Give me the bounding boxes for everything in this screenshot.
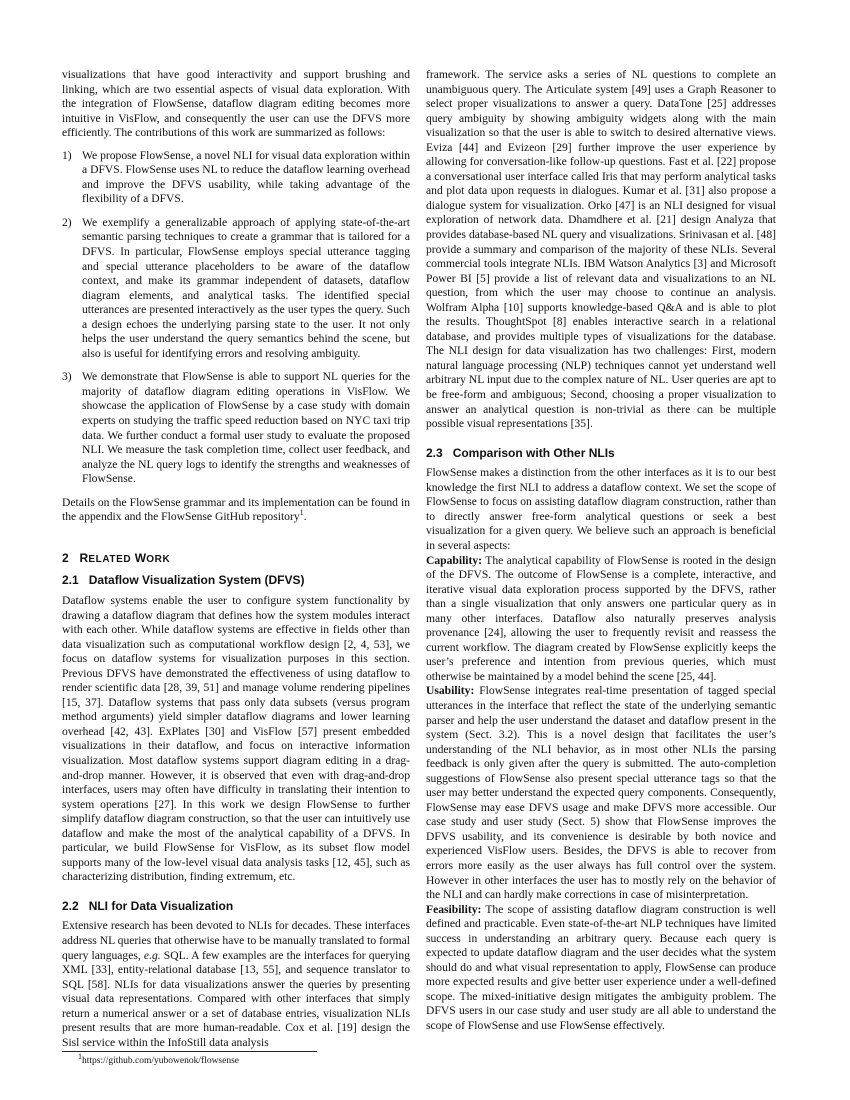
- contribution-text: We exemplify a generalizable approach of applying state-of-the-art semantic parsing techniques to create a grammar that is tailored for a DFVS. In particular, FlowSense employs special utterance tagging and special utterance placeholders to be aware of the dataflow context, and make its grammar independent of datasets, dataflow diagram elements, and analytical tasks. The identified special utterances are presented interactively as the user types the query. Such a design echoes the underlying parsing state to the user. It not only helps the user understand the query semantics behind the scene, but also is useful for identifying errors and resolving ambiguity.: [82, 215, 410, 360]
- right-column: [426, 68, 776, 1034]
- footnote: [78, 1051, 240, 1069]
- subsection-heading-dfvs: [62, 573, 410, 588]
- intro-paragraph: visualizations that have good interactivity and support brushing and linking, which are two essential aspects of visual data exploration. With the integration of FlowSense, dataflow diagram editing becomes more intuitive in VisFlow, and consequently the user can use the DFVS more efficiently. The contributions of this work are summarized as follows:: [62, 68, 410, 140]
- usability-text: FlowSense integrates real-time presentation of tagged special utterances in the interface that reflect the state of the underlying semantic parser and help the user understand the dataset and dataflow present in the system (Sect. 3.2). This is a novel design that facilitates the user’s understanding of the NLI behavior, as in most other NLIs the parsing feedback is only given after the query is submitted. The auto-completion suggestions of FlowSense also present special utterance tags so that the user may better understand the expected query components. Consequently, FlowSense may ease DFVS usage and make DFVS more accessible. Our case study and user study (Sect. 5) show that FlowSense improves the DFVS usability, and its convenience is desirable by both novice and experienced VisFlow users. Besides, the DFVS is able to recover from errors more easily as the user always has full control over the system. However in other interfaces the user has to mostly rely on the behavior of the NLI and can hardly make corrections in case of misinterpretation.: [426, 684, 776, 902]
- dfvs-paragraph: Dataflow systems enable the user to configure system functionality by drawing a dataflow diagram that defines how the system modules interact with each other. While dataflow systems are effective in fields other than data visualization such as computational workflow design [2, 4, 53], we focus on dataflow systems for visualization purposes in this section. Previous DFVS have demonstrated the effectiveness of using dataflow to render scientific data [28, 39, 51] and manage volume rendering pipelines [15, 37]. Dataflow systems that pass only data subsets (versus program method arguments) yield simpler dataflow diagrams and lower learning overhead [42, 43]. ExPlates [30] and VisFlow [57] present embedded visualizations in their dataflow, and focus on interactive information visualization. Most dataflow systems support diagram editing in a drag-and-drop manner. However, it is observed that even with drag-and-drop interfaces, users may often have difficulty in translating their intention to system operations [27]. In this work we design FlowSense to further simplify dataflow diagram construction, so that the user can intuitively use dataflow and make the most of the analytical capability of a DFVS. In particular, we build FlowSense for VisFlow, as its subset flow model supports many of the low-level visual data analysis tasks [12, 45], such as characterizing distribution, finding extremum, etc.: [62, 593, 410, 884]
- continued-paragraph: framework. The service asks a series of NL questions to complete an unambiguous query. The Articulate system [49] uses a Graph Reasoner to select proper visualizations to answer a query. DataTone [25] addresses query ambiguity by showing ambiguity widgets along with the main visualization so that the user is able to switch to desired alternative views. Eviza [44] and Evizeon [29] further improve the user experience by allowing for conversation-like follow-up questions. Fast et al. [22] propose a conversational user interface called Iris that may perform analytical tasks and plot data upon requests in dialogues. Kumar et al. [31] also propose a dialogue system for visualization. Orko [47] is an NLI designed for visual exploration of network data. Dhamdhere et al. [21] design Analyza that provides database-based NL query and visualizations. Srinivasan et al. [48] provide a summary and comparison of the majority of these NLIs. Several commercial tools integrate NLIs. IBM Watson Analytics [3] and Microsoft Power BI [5] provide a list of relevant data and visualizations to an NL question, from which the user may choose to continue an analysis. Wolfram Alpha [10] supports knowledge-based Q&A and is able to plot the results. ThoughtSpot [8] enables interactive search in a relational database, and provides multiple types of visualizations for the database. The NLI design for data visualization has two challenges: First, modern natural language processing (NLP) techniques cannot yet understand well arbitrary NL input due to the complex nature of NL. User queries are apt to be free-form and ambiguous; Second, choosing a proper visualization to answer an analytical question is non-trivial as there can be multiple possible visual representations [35].: [426, 68, 776, 431]
- details-text: Details on the FlowSense grammar and its implementation can be found in the appendix and the FlowSense GitHub repository: [62, 495, 410, 524]
- section-title-smallcaps-2: ORK: [146, 553, 171, 565]
- subsection-heading-comparison: [426, 446, 776, 461]
- feasibility-text: The scope of assisting dataflow diagram construction is well defined and practicable. Even state-of-the-art NLP techniques have limited success in understanding an arbitrary query. Because each query is expected to update dataflow diagram and the user decides what the system should do and what visual representation to apply, FlowSense can produce more expected results and give better user experience under a well-defined scope. The mixed-initiative design mitigates the ambiguity problem. The DFVS users in our case study and user study are all able to understand the scope of FlowSense and use FlowSense effectively.: [426, 902, 776, 1032]
- details-period: .: [303, 510, 307, 524]
- subsection-number: 2.1: [62, 573, 79, 588]
- usability-heading: Usability:: [426, 684, 475, 698]
- feasibility-heading: Feasibility:: [426, 902, 482, 916]
- subsection-number: 2.3: [426, 445, 443, 460]
- nli-text-a: Extensive research has been devoted to NLIs for decades. These interfaces address NL queries that otherwise have to be manually translated to formal query languages,: [62, 919, 410, 962]
- subsection-title: NLI for Data Visualization: [88, 898, 234, 913]
- section-number: 2: [62, 550, 69, 565]
- contribution-number: 2): [62, 215, 72, 229]
- nli-paragraph: [62, 919, 410, 1050]
- contribution-item: [62, 216, 410, 361]
- capability-heading: Capability:: [426, 553, 483, 567]
- contribution-number: 1): [62, 148, 72, 162]
- section-title-initial-2: W: [134, 550, 147, 565]
- nli-text-b: SQL. A few examples are the interfaces for querying XML [33], entity-relational database [13, 55], and sequence translator to SQL [58]. NLIs for data visualizations answer the queries by presenting visual data representations. Compared with other interfaces that simply return a numerical answer or a set of database entries, visualization NLIs present results that are more human-readable. Cox et al. [19] design the Sisl service within the InfoStill data analysis: [62, 948, 410, 1049]
- footnote-mark: 1: [78, 1051, 82, 1061]
- comparison-intro: FlowSense makes a distinction from the other interfaces as it is to our best knowledge the first NLI to address a dataflow context. We set the scope of FlowSense to focus on assisting dataflow diagram construction, rather than to directly answer free-form analytical questions or seek a best visualization for a given query. We believe such an approach is beneficial in several aspects:: [426, 466, 776, 552]
- footnote-link[interactable]: https://github.com/yubowenok/flowsense: [82, 1056, 240, 1066]
- left-column: [62, 68, 410, 1050]
- subsection-title: Dataflow Visualization System (DFVS): [88, 573, 305, 588]
- usability-paragraph: [426, 684, 776, 902]
- subsection-heading-nli: [62, 899, 410, 914]
- nli-text-eg: e.g.: [143, 948, 161, 962]
- footnote-divider: [62, 1051, 317, 1052]
- contribution-item: [62, 149, 410, 207]
- feasibility-paragraph: [426, 903, 776, 1034]
- subsection-number: 2.2: [62, 898, 79, 913]
- details-paragraph: [62, 496, 410, 525]
- subsection-title: Comparison with Other NLIs: [452, 445, 615, 460]
- section-title-smallcaps: ELATED: [88, 553, 132, 565]
- footnote-reference[interactable]: 1: [299, 508, 304, 518]
- section-title-initial: R: [79, 550, 89, 565]
- contribution-item: [62, 370, 410, 486]
- contributions-list: [62, 149, 410, 487]
- section-heading-related-work: [62, 551, 410, 568]
- capability-paragraph: [426, 554, 776, 685]
- contribution-text: We demonstrate that FlowSense is able to support NL queries for the majority of dataflow diagram editing operations in VisFlow. We showcase the application of FlowSense by a case study with domain experts on studying the traffic speed reduction based on NYC taxi trip data. We further conduct a formal user study to evaluate the proposed NLI. We measure the task completion time, collect user feedback, and analyze the NL query logs to identify the strengths and weaknesses of FlowSense.: [82, 370, 410, 486]
- contribution-number: 3): [62, 370, 72, 384]
- contribution-text: We propose FlowSense, a novel NLI for visual data exploration within a DFVS. FlowSense uses NL to reduce the dataflow learning overhead and improve the DFVS usability, while taking advantage of the flexibility of a DFVS.: [82, 148, 410, 206]
- capability-text: The analytical capability of FlowSense is rooted in the design of the DFVS. The outcome of FlowSense is a complete, interactive, and iterative visual data exploration process supported by the DFVS, rather than a single visualization that only answers one particular query as in many other interfaces. Dataflow also naturally preserves analysis provenance [24], allowing the user to frequently revisit and reassess the current workflow. The diagram created by FlowSense explicitly keeps the user’s preference and intention from previous queries, which must otherwise be maintained by a model behind the scene [25, 44].: [426, 553, 776, 683]
